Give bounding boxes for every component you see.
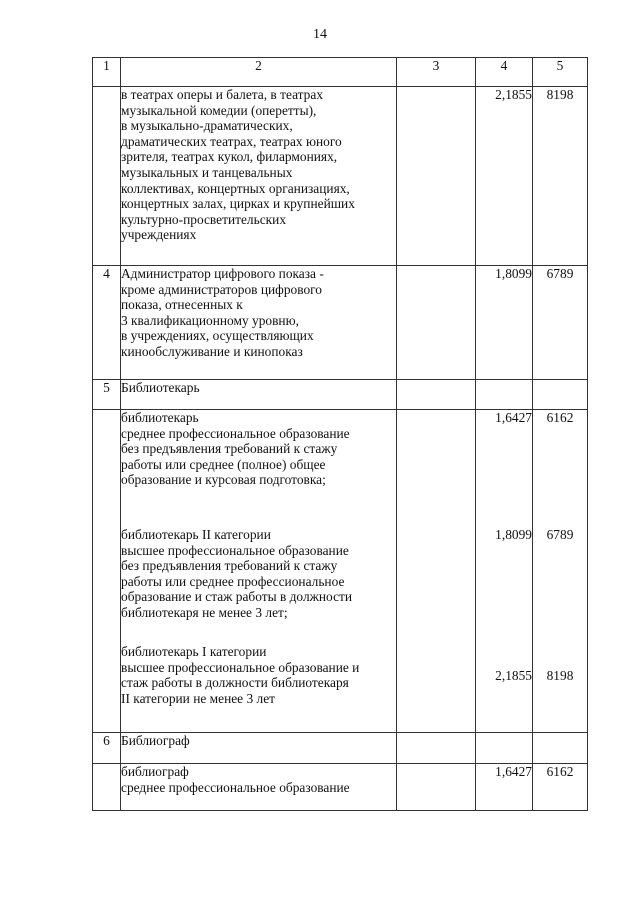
coefficient-librarian-2cat: 1,8099 [495, 527, 532, 542]
row-coefficient: 2,1855 [476, 87, 533, 266]
row-number: 5 [93, 380, 121, 410]
row-text: библиограф среднее профессиональное образование [121, 764, 397, 811]
page-number: 14 [313, 27, 327, 42]
text-block-librarian-1cat: библиотекарь I категории высшее профессиональное образование и стаж работы в должности библиотекаря II категории не менее 3 лет [121, 644, 360, 706]
row-col-5 [533, 733, 588, 764]
row-number: 4 [93, 266, 121, 380]
coefficient-librarian-1cat: 2,1855 [495, 668, 532, 683]
salary-librarian-1cat: 8198 [546, 668, 574, 683]
row-col-3 [397, 733, 476, 764]
text-block-librarian: библиотекарь среднее профессиональное образование без предъявления требований к стажу работы или среднее (полное) общее образование и курсовая подготовка; [121, 410, 350, 488]
row-col-3 [397, 764, 476, 811]
row-col-3 [397, 410, 476, 733]
header-col-2: 2 [121, 58, 397, 87]
row-col-5 [533, 380, 588, 410]
table-row [93, 266, 588, 380]
row-salary [533, 410, 588, 733]
row-text: в театрах оперы и балета, в театрах музыкальной комедии (оперетты), в музыкально-драматических, драматических театрах, театрах юного зрителя, театрах кукол, филармониях, музыкальных и танцевальных коллективах, концертных организациях, концертных залах, цирках и крупнейших культурно-просветительских учреждениях [121, 87, 397, 266]
salary-librarian: 6162 [546, 410, 574, 425]
row-salary: 6789 [533, 266, 588, 380]
row-number: 6 [93, 733, 121, 764]
row-text: Администратор цифрового показа - кроме администраторов цифрового показа, отнесенных к 3 квалификационному уровню, в учреждениях, осуществляющих кинообслуживание и кинопоказ [121, 266, 397, 380]
table-row [93, 380, 588, 410]
table-row [93, 87, 588, 266]
header-col-4: 4 [476, 58, 533, 87]
row-number [93, 410, 121, 733]
text-block-librarian-2cat: библиотекарь II категории высшее профессиональное образование без предъявления требований к стажу работы или среднее профессиональное образование и стаж работы в должности библиотекаря не менее 3 лет; [121, 527, 353, 620]
header-row [93, 58, 588, 87]
row-col-3 [397, 380, 476, 410]
row-col-4 [476, 380, 533, 410]
row-coefficient: 1,8099 [476, 266, 533, 380]
header-col-1: 1 [93, 58, 121, 87]
row-salary: 6162 [533, 764, 588, 811]
row-col-4 [476, 733, 533, 764]
table-row [93, 410, 588, 733]
row-text: Библиотекарь [121, 380, 397, 410]
row-col-3 [397, 87, 476, 266]
coefficient-librarian: 1,6427 [495, 410, 532, 425]
header-col-5: 5 [533, 58, 588, 87]
tariff-table [92, 57, 588, 811]
row-col-3 [397, 266, 476, 380]
header-col-3: 3 [397, 58, 476, 87]
row-coefficient: 1,6427 [476, 764, 533, 811]
table-row [93, 764, 588, 811]
row-coefficient [476, 410, 533, 733]
row-text: Библиограф [121, 733, 397, 764]
salary-librarian-2cat: 6789 [546, 527, 574, 542]
table-row [93, 733, 588, 764]
row-salary: 8198 [533, 87, 588, 266]
row-number [93, 87, 121, 266]
row-text [121, 410, 397, 733]
row-number [93, 764, 121, 811]
